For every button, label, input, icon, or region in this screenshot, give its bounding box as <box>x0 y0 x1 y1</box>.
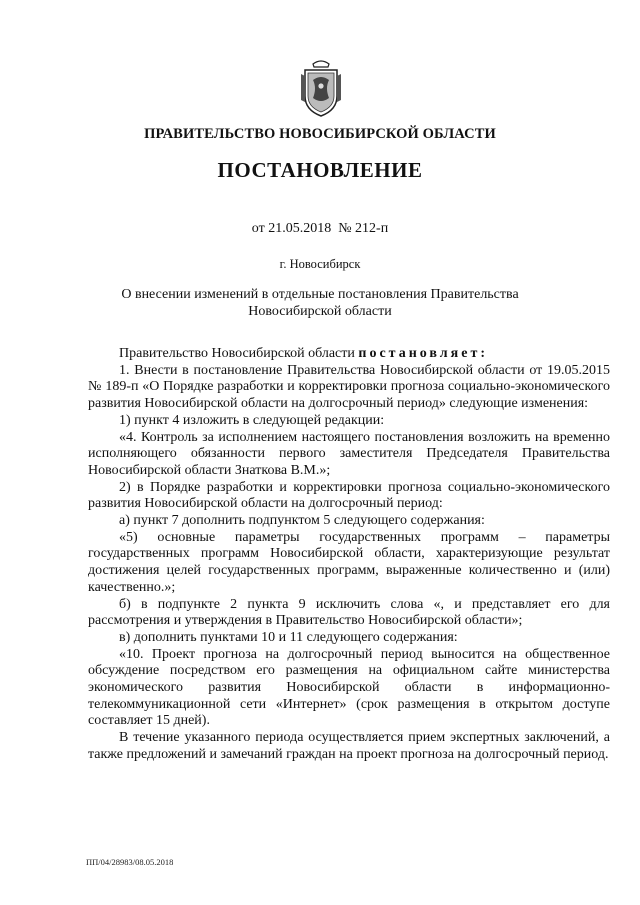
document-subject: О внесении изменений в отдельные постановления Правительства Новосибирской области <box>121 287 519 319</box>
document-number: № 212-п <box>338 221 389 236</box>
intro-lead: Правительство Новосибирской области <box>119 346 359 361</box>
body-paragraph: в) дополнить пунктами 10 и 11 следующего содержания: <box>119 629 458 645</box>
body-paragraph: В течение указанного периода осуществляется прием экспертных заключений, а также предложений и замечаний граждан на проект прогноза на долгосрочный период. <box>88 730 610 762</box>
date-number-line <box>0 221 640 237</box>
intro-verb: постановляет <box>358 346 481 361</box>
document-body <box>88 346 610 764</box>
coat-of-arms-icon <box>299 56 343 118</box>
document-code: ПП/04/28983/08.05.2018 <box>86 857 174 867</box>
body-paragraph: «5) основные параметры государственных программ – параметры государственных программ Новосибирской области, характеризующие результат достижения целей государственных программ, выраженные количественно и (или) качественно.»; <box>88 529 610 595</box>
document-type-title: ПОСТАНОВЛЕНИЕ <box>217 158 423 182</box>
body-paragraph: б) в подпункте 2 пункта 9 исключить слова «, и представляет его для рассмотрения и утверждения в Правительство Новосибирской области»; <box>88 596 610 629</box>
body-paragraph: «10. Проект прогноза на долгосрочный период выносится на общественное обсуждение посредством его размещения на официальном сайте министерства экономического развития Новосибирской области в информационно-телекоммуникационной сети «Интернет» (срок размещения в открытом доступе составляет 15 дней). <box>88 646 610 729</box>
body-paragraph: 2) в Порядке разработки и корректировки прогноза социально-экономического развития Новосибирской области на долгосрочный период: <box>88 479 610 512</box>
intro-paragraph <box>88 346 610 363</box>
intro-colon: : <box>480 346 485 361</box>
body-paragraph: «4. Контроль за исполнением настоящего постановления возложить на временно исполняющего обязанности первого заместителя Председателя Правительства Новосибирской области Знаткова В.М.»; <box>88 429 610 478</box>
body-paragraph: 1. Внести в постановление Правительства Новосибирской области от 19.05.2015 № 189-п «О Порядке разработки и корректировки прогноза социально-экономического развития Новосибирской области на долгосрочный период» следующие изменения: <box>88 362 610 412</box>
city-name: г. Новосибирск <box>279 257 361 271</box>
body-paragraph: а) пункт 7 дополнить подпунктом 5 следующего содержания: <box>119 513 485 529</box>
document-date: от 21.05.2018 <box>251 221 332 236</box>
body-paragraph: 1) пункт 4 изложить в следующей редакции: <box>119 412 385 428</box>
organization-name: ПРАВИТЕЛЬСТВО НОВОСИБИРСКОЙ ОБЛАСТИ <box>144 126 496 142</box>
